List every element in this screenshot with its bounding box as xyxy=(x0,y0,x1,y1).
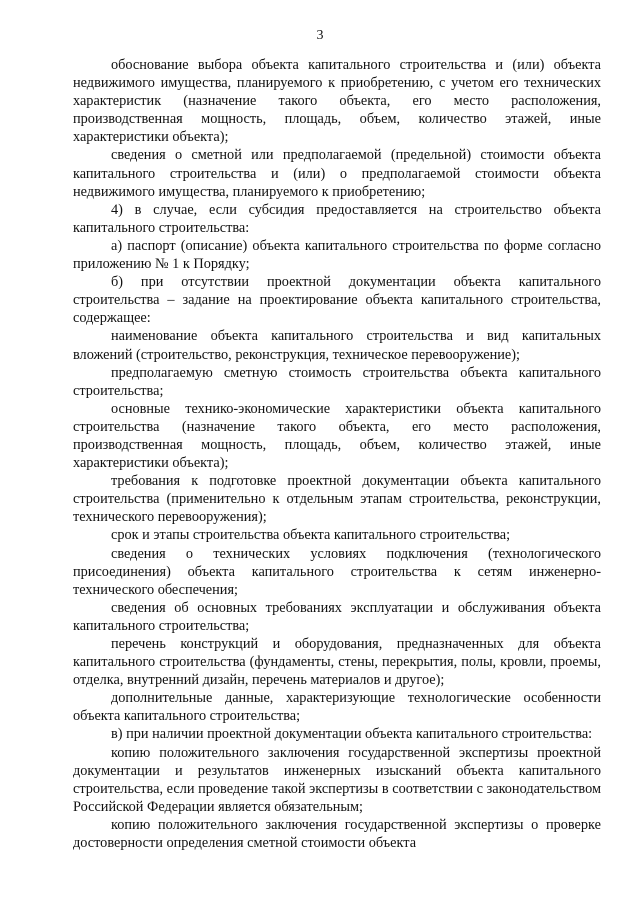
paragraph-cost-expertise-copy: копию положительного заключения государственной экспертизы о проверке достоверности определения сметной стоимости объекта xyxy=(73,816,601,852)
paragraph-design-requirements: требования к подготовке проектной документации объекта капитального строительства (применительно к отдельным этапам строительства, реконструкции, технического перевооружения); xyxy=(73,473,601,526)
paragraph-additional-data: дополнительные данные, характеризующие технологические особенности объекта капитального строительства; xyxy=(73,690,601,725)
paragraph-connection-conditions: сведения о технических условиях подключения (технологического присоединения) объекта капитального строительства к сетям инженерно-технического обеспечения; xyxy=(73,545,601,598)
paragraph-estimated-cost: предполагаемую сметную стоимость строительства объекта капитального строительства; xyxy=(73,364,601,399)
paragraph-operation-requirements: сведения об основных требованиях эксплуатации и обслуживания объекта капитального строительства; xyxy=(73,599,601,634)
paragraph-object-name: наименование объекта капитального строительства и вид капитальных вложений (строительство, реконструкция, техническое перевооружение); xyxy=(73,328,601,363)
paragraph-item-4: 4) в случае, если субсидия предоставляется на строительство объекта капитального строительства: xyxy=(73,201,601,236)
paragraph-cost-info: сведения о сметной или предполагаемой (предельной) стоимости объекта капитального строительства и (или) о предполагаемой стоимости объекта недвижимого имущества, планируемого к приобретению; xyxy=(73,147,601,200)
paragraph-item-a: а) паспорт (описание) объекта капитального строительства по форме согласно приложению № 1 к Порядку; xyxy=(73,237,601,273)
paragraph-expertise-copy: копию положительного заключения государственной экспертизы проектной документации и результатов инженерных изысканий объекта капитального строительства, если проведение такой экспертизы в соответствии с законодательством Российской Федерации является обязательным; xyxy=(73,744,601,815)
paragraph-structures-list: перечень конструкций и оборудования, предназначенных для объекта капитального строительства (фундаменты, стены, перекрытия, полы, кровли, проемы, отделка, внутренний дизайн, перечень материалов и другое); xyxy=(73,636,601,689)
paragraph-item-b: б) при отсутствии проектной документации объекта капитального строительства – задание на проектирование объекта капитального строительства, содержащее: xyxy=(73,274,601,327)
paragraph-justification: обоснование выбора объекта капитального строительства и (или) объекта недвижимого имущества, планируемого к приобретению, с учетом его технических характеристик (назначение такого объекта, его место расположения, производственная мощность, площадь, объем, количество этажей, иные характеристики объекта); xyxy=(73,57,601,146)
paragraph-item-v: в) при наличии проектной документации объекта капитального строительства: xyxy=(111,726,593,743)
paragraph-terms: срок и этапы строительства объекта капитального строительства; xyxy=(111,527,511,544)
paragraph-characteristics: основные технико-экономические характеристики объекта капитального строительства (назначение такого объекта, его место расположения, производственная мощность, площадь, объем, количество этажей, иные характеристики объекта); xyxy=(73,400,601,472)
document-body xyxy=(73,56,601,852)
page-number: 3 xyxy=(316,28,324,43)
